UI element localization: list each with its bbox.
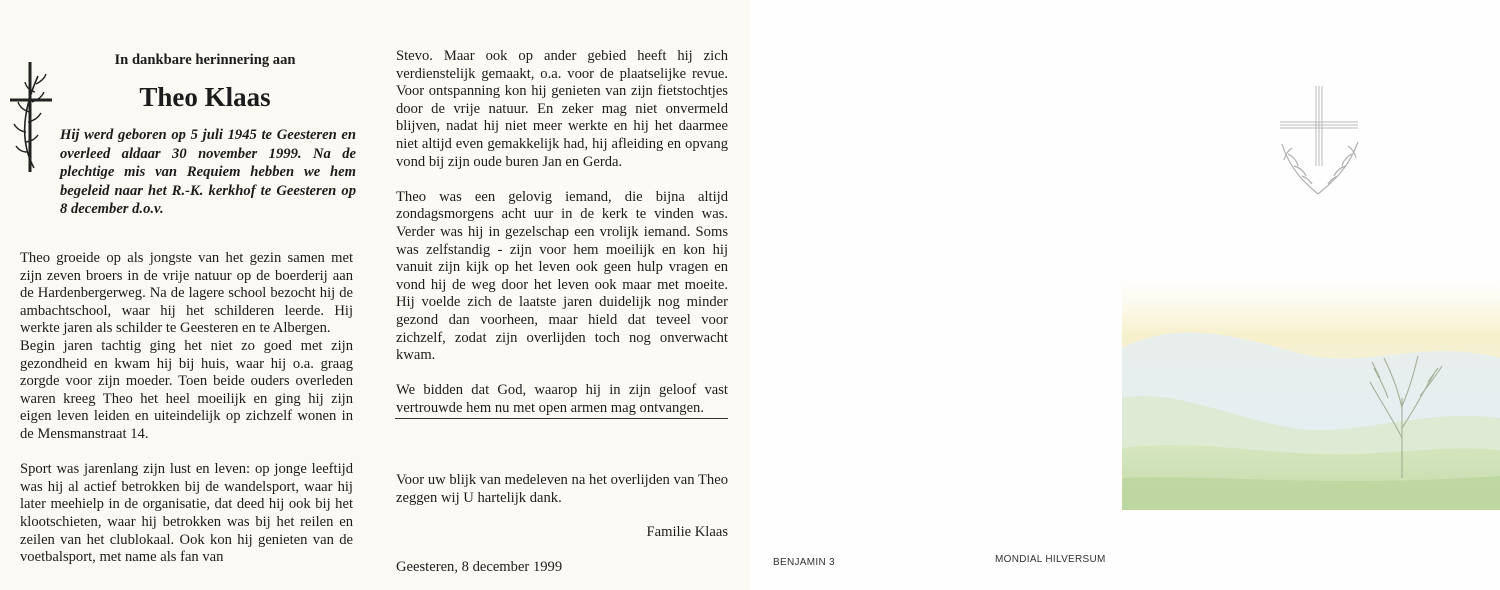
- place-date: Geesteren, 8 december 1999: [396, 559, 563, 575]
- middle-body: [396, 48, 728, 435]
- signature: Familie Klaas: [646, 524, 728, 540]
- silver-cross-icon: [1278, 84, 1362, 198]
- left-paragraph-3: Sport was jarenlang zijn lust en leven: op jonge leeftijd was hij al actief betrokken bij de wandelsport, waar hij later meehielp in de organisatie, dat deed hij ook bij het klootschieten, waar hij betrokken was bij het reilen en zeilen van het clublokaal. Ook kon hij genieten van de voetbalsport, met name als fan van: [20, 461, 353, 566]
- intro-heading: In dankbare herinnering aan: [114, 52, 296, 68]
- middle-paragraph-1: Stevo. Maar ook op ander gebied heeft hij zich verdienstelijk gemaakt, o.a. voor de plaatselijke revue. Voor ontspanning kon hij genieten van zijn fietstochtjes door de vrije natuur. En zeker mag niet onvermeld blijven, nadat hij niet meer werkte en hij het daarmee niet altijd even gemakkelijk had, hij afleiding en opvang vond bij zijn oude buren Jan en Gerda.: [396, 48, 728, 170]
- divider-line: [395, 418, 728, 419]
- middle-paragraph-3: We bidden dat God, waarop hij in zijn geloof vast vertrouwde hem nu met open armen mag ontvangen.: [396, 382, 728, 416]
- deceased-name: Theo Klaas: [139, 82, 271, 112]
- left-paragraph-1: Theo groeide op als jongste van het gezin samen met zijn zeven broers in de vrije natuur op de boerderij aan de Hardenbergerweg. Na de lagere school bezocht hij de ambachtschool, waar hij het schilderen leerde. Hij werkte jaren als schilder te Geesteren en te Albergen.: [20, 250, 353, 337]
- thanks-text: Voor uw blijk van medeleven na het overlijden van Theo zeggen wij U hartelijk dank.: [396, 472, 728, 506]
- birth-death-text: Hij werd geboren op 5 juli 1945 te Geesteren en overleed aldaar 30 november 1999. Na de plechtige mis van Requiem hebben we hem begeleid naar het R.-K. kerkhof te Geesteren op 8 december d.o.v.: [60, 127, 356, 218]
- cross-palm-icon: [8, 56, 54, 176]
- left-body: [20, 250, 353, 584]
- left-panel: [0, 0, 375, 590]
- printer-code: BENJAMIN 3: [773, 557, 835, 568]
- right-panel: [750, 0, 1500, 590]
- middle-paragraph-2: Theo was een gelovig iemand, die bijna altijd zondagsmorgens acht uur in de kerk te vinden was. Verder was hij in gezelschap een vrolijk iemand. Soms was zelfstandig - zijn voor hem moeilijk en kon hij vanuit zijn kijk op het leven ook geen hulp vragen en vond hij de weg door het leven ook maar met moeite. Hij voelde zich de laatste jaren duidelijk nog minder gezond dan voorheen, maar hield dat teveel voor zichzelf, zodat zijn overlijden toch nog onverwacht kwam.: [396, 188, 728, 364]
- printer-name: MONDIAL HILVERSUM: [995, 554, 1106, 565]
- left-paragraph-2: Begin jaren tachtig ging het niet zo goed met zijn gezondheid en kwam hij bij huis, waar hij o.a. graag zorgde voor zijn moeder. Toen beide ouders overleden waren kreeg Theo het heel moeilijk en ging hij zijn eigen leven leiden en uiteindelijk op zichzelf wonen in de Mensmanstraat 14.: [20, 337, 353, 442]
- landscape-illustration: [1122, 278, 1500, 510]
